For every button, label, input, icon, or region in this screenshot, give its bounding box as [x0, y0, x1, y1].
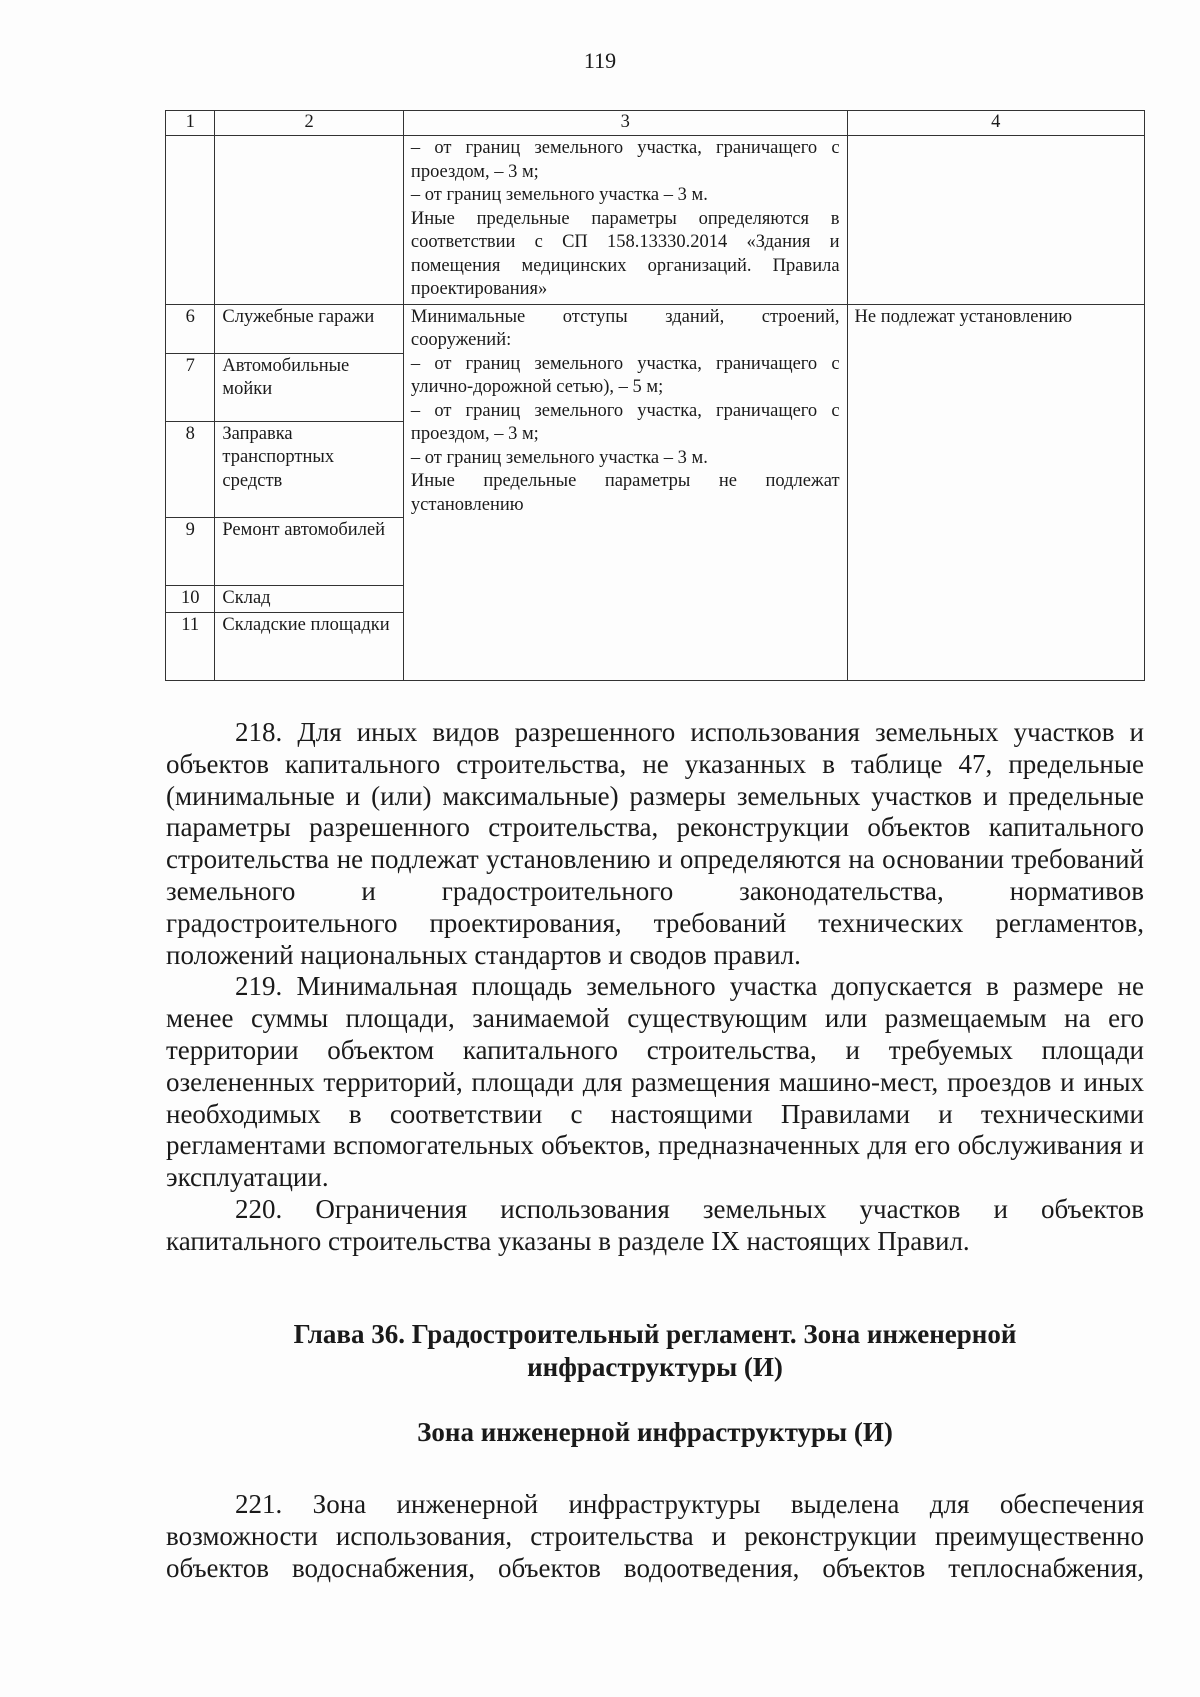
row-number: 7	[166, 353, 215, 421]
paragraph-218: 218. Для иных видов разрешенного использования земельных участков и объектов капитального строительства, не указанных в таблице 47, предельные (минимальные и (или) максимальные) размеры земельных участков и предельные параметры разрешенного строительства, реконструкции объектов капитального строительства не подлежат установлению и определяются на основании требований земельного и градостроительного законодательства, нормативов градостроительного проектирования, требований технических регламентов, положений национальных стандартов и сводов правил.	[166, 717, 1144, 970]
paragraph-220: 220. Ограничения использования земельных участков и объектов капитального строительства указаны в разделе IX настоящих Правил.	[166, 1193, 1144, 1256]
row-name: Складские площадки	[215, 613, 404, 681]
row-number: 9	[166, 517, 215, 585]
header-col-4: 4	[847, 111, 1144, 136]
row-name: Ремонт автомобилей	[215, 517, 404, 585]
row-number: 11	[166, 613, 215, 681]
requirement-line: – от границ земельного участка, граничащего с проездом, – 3 м;	[410, 138, 840, 182]
chapter-title-line: Глава 36. Градостроительный регламент. Зона инженерной	[293, 1319, 1017, 1349]
zone-title: Зона инженерной инфраструктуры (И)	[417, 1417, 893, 1447]
row-name: Автомобильные мойки	[215, 353, 404, 421]
table-cell	[166, 136, 215, 305]
body-text-section	[166, 1489, 1144, 1584]
paragraph-219: 219. Минимальная площадь земельного участка допускается в размере не менее суммы площади, занимаемой существующим или размещаемым на его территории объектом капитального строительства, и требуемых площади озелененных территорий, площади для размещения машино-мест, проездов и иных необходимых в соответствии с настоящими Правилами и техническими регламентами вспомогательных объектов, предназначенных для его обслуживания и эксплуатации.	[166, 971, 1144, 1193]
row-name: Заправка транспортных средств	[215, 421, 404, 517]
table-header-row	[166, 111, 1145, 136]
requirement-line: Минимальные отступы зданий, строений, сооружений:	[410, 306, 840, 350]
requirement-line: Иные предельные параметры определяются в соответствии с СП 158.13330.2014 «Здания и помещения медицинских организаций. Правила проектирования»	[410, 208, 840, 299]
table-cell	[215, 136, 404, 305]
chapter-title-line: инфраструктуры (И)	[527, 1352, 783, 1382]
requirement-line: – от границ земельного участка – 3 м.	[410, 185, 708, 205]
table-cell	[847, 136, 1144, 305]
row-number: 6	[166, 304, 215, 353]
table-row	[166, 304, 1145, 353]
header-col-3: 3	[403, 111, 847, 136]
paragraph-221: 221. Зона инженерной инфраструктуры выделена для обеспечения возможности использования, строительства и реконструкции преимущественно объектов водоснабжения, объектов водоотведения, объектов теплоснабжения,	[166, 1489, 1144, 1583]
chapter-title	[166, 1318, 1144, 1384]
page-number: 119	[583, 48, 617, 73]
row-number: 8	[166, 421, 215, 517]
continuation-row	[166, 136, 1145, 305]
continuation-requirements	[403, 136, 847, 305]
regulation-table	[165, 110, 1145, 681]
requirement-line: – от границ земельного участка, граничащего с проездом, – 3 м;	[410, 400, 840, 444]
header-col-2: 2	[215, 111, 404, 136]
group-col4: Не подлежат установлению	[847, 304, 1144, 681]
requirement-line: – от границ земельного участка, граничащего с улично-дорожной сетью), – 5 м;	[410, 353, 840, 397]
row-name: Склад	[215, 585, 404, 613]
row-name: Служебные гаражи	[215, 304, 404, 353]
requirement-line: – от границ земельного участка – 3 м.	[410, 447, 708, 468]
header-col-1: 1	[166, 111, 215, 136]
body-text-section	[166, 717, 1144, 1258]
row-number: 10	[166, 585, 215, 613]
group-requirements	[403, 304, 847, 681]
requirement-line: Иные предельные параметры не подлежат установлению	[410, 471, 840, 515]
